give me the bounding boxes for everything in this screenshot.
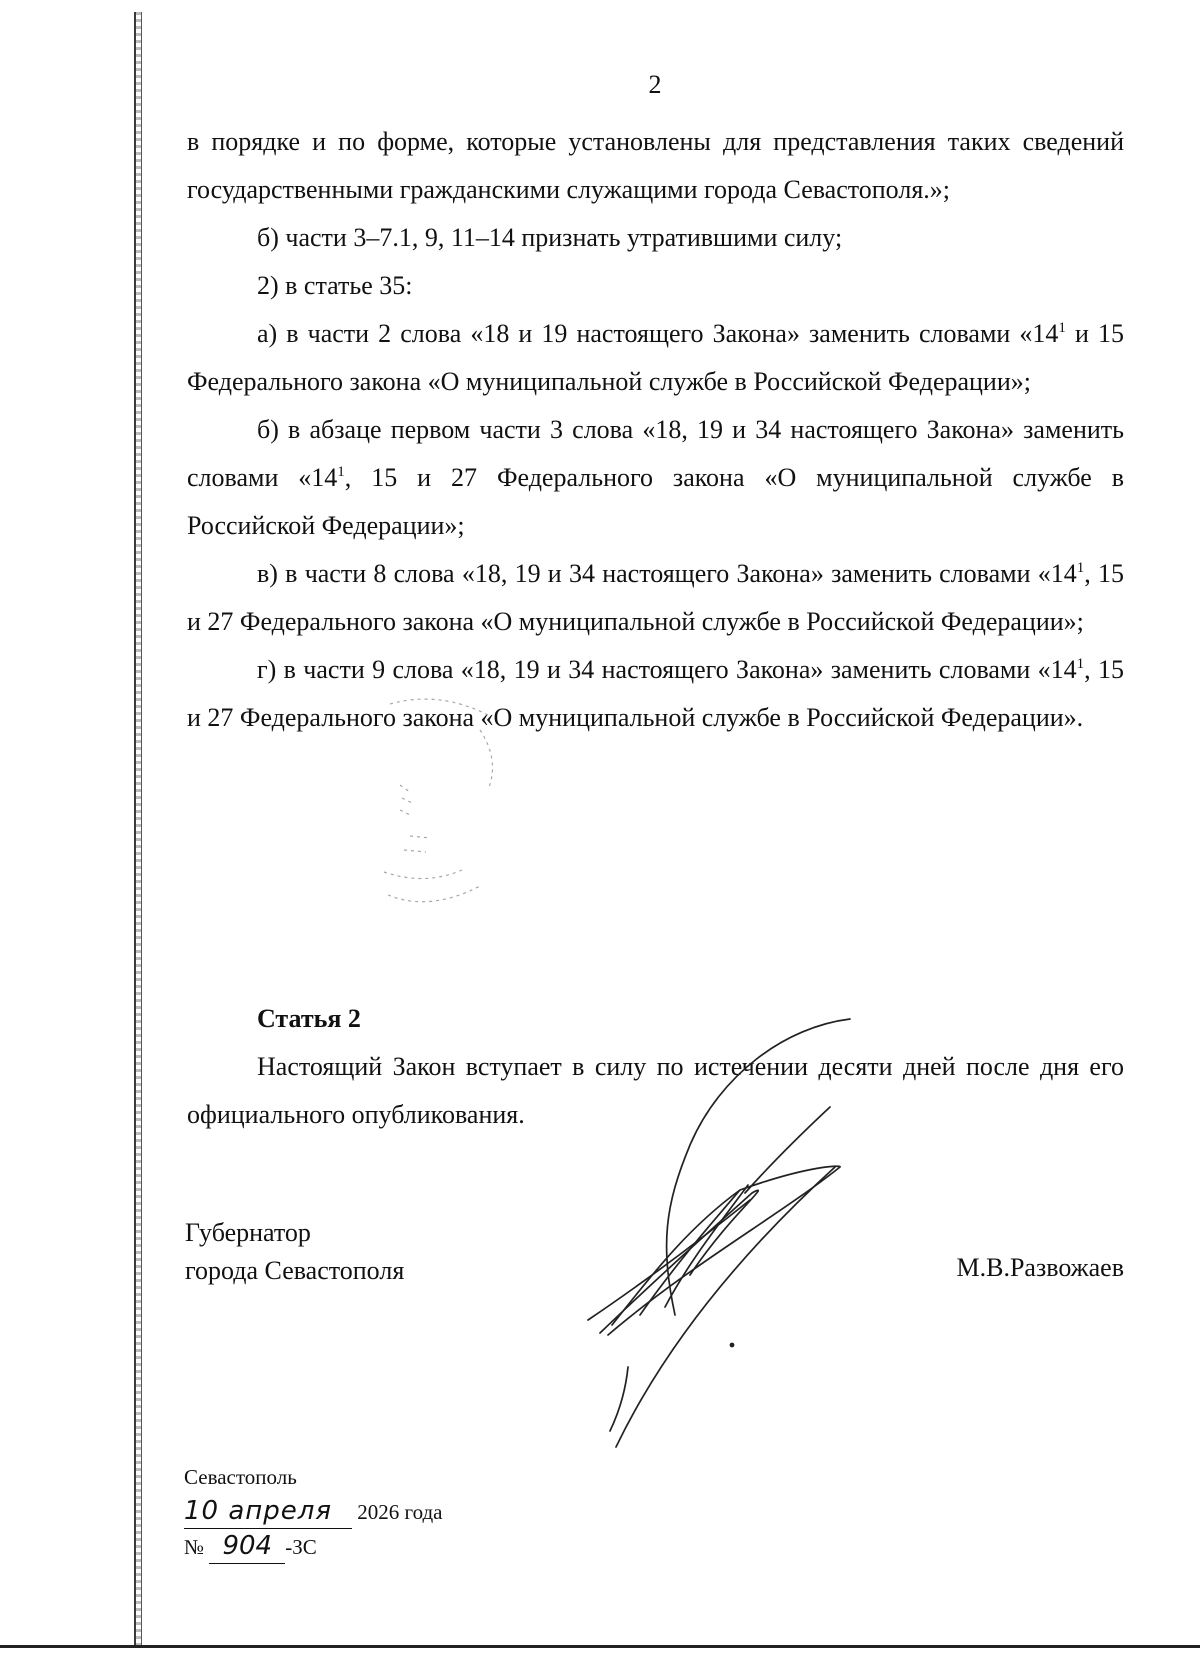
footer-date-line — [184, 1494, 443, 1529]
paragraph-p5 — [187, 406, 1124, 550]
paragraph-p1: в порядке и по форме, которые установлены для представления таких сведений государственными гражданскими служащими города Севастополя.»; — [187, 127, 1124, 204]
p4-text-a: а) в части 2 слова «18 и 19 настоящего Закона» заменить словами «14 — [257, 319, 1059, 348]
signatory-title — [185, 1214, 404, 1290]
page-number: 2 — [648, 70, 662, 99]
signatory-title-line1: Губернатор — [185, 1218, 311, 1247]
binding-strip — [134, 12, 142, 1648]
paragraph-p7 — [187, 646, 1124, 742]
p5-superscript: 1 — [337, 464, 345, 480]
p5-text-a: б) в абзаце первом части 3 слова «18, 19 и 34 настоящего Закона» заменить словами «14 — [187, 415, 1124, 492]
p4-superscript: 1 — [1058, 320, 1066, 336]
p6-text-b: , 15 и 27 Федерального закона «О муниципальной службе в Российской Федерации»; — [187, 559, 1125, 636]
page-bottom-edge — [0, 1645, 1200, 1648]
article2-heading: Статья 2 — [257, 1004, 361, 1033]
document-footer — [184, 1460, 443, 1564]
paragraph-p4 — [187, 310, 1124, 406]
footer-year: 2026 года — [357, 1500, 443, 1524]
footer-handwritten-date: 10 апреля — [184, 1494, 352, 1529]
p4-text-b: и 15 Федерального закона «О муниципальной службе в Российской Федерации»; — [187, 319, 1125, 396]
footer-city: Севастополь — [184, 1465, 297, 1489]
paragraph-p3: 2) в статье 35: — [257, 271, 413, 300]
p5-text-b: , 15 и 27 Федерального закона «О муниципальной службе в Российской Федерации»; — [187, 463, 1124, 540]
article1-continuation — [187, 118, 1124, 742]
article2-section — [187, 995, 1124, 1139]
article2-text: Настоящий Закон вступает в силу по истечении десяти дней после дня его официального опубликования. — [187, 1052, 1124, 1129]
p7-text-b: , 15 и 27 Федерального закона «О муниципальной службе в Российской Федерации». — [187, 655, 1124, 732]
p7-superscript: 1 — [1076, 656, 1085, 672]
footer-number-prefix: № — [184, 1535, 205, 1559]
p6-superscript: 1 — [1076, 560, 1085, 576]
signatory-name: М.В.Развожаев — [956, 1253, 1124, 1282]
paragraph-p6 — [187, 550, 1124, 646]
paragraph-p2: б) части 3–7.1, 9, 11–14 признать утратившими силу; — [257, 223, 843, 252]
footer-number-line — [184, 1529, 443, 1564]
p7-text-a: г) в части 9 слова «18, 19 и 34 настоящего Закона» заменить словами «14 — [257, 655, 1077, 684]
footer-handwritten-number: 904 — [209, 1529, 285, 1564]
p6-text-a: в) в части 8 слова «18, 19 и 34 настоящего Закона» заменить словами «14 — [257, 559, 1077, 588]
signatory-title-line2: города Севастополя — [185, 1256, 405, 1285]
footer-number-suffix: -ЗС — [285, 1535, 317, 1559]
